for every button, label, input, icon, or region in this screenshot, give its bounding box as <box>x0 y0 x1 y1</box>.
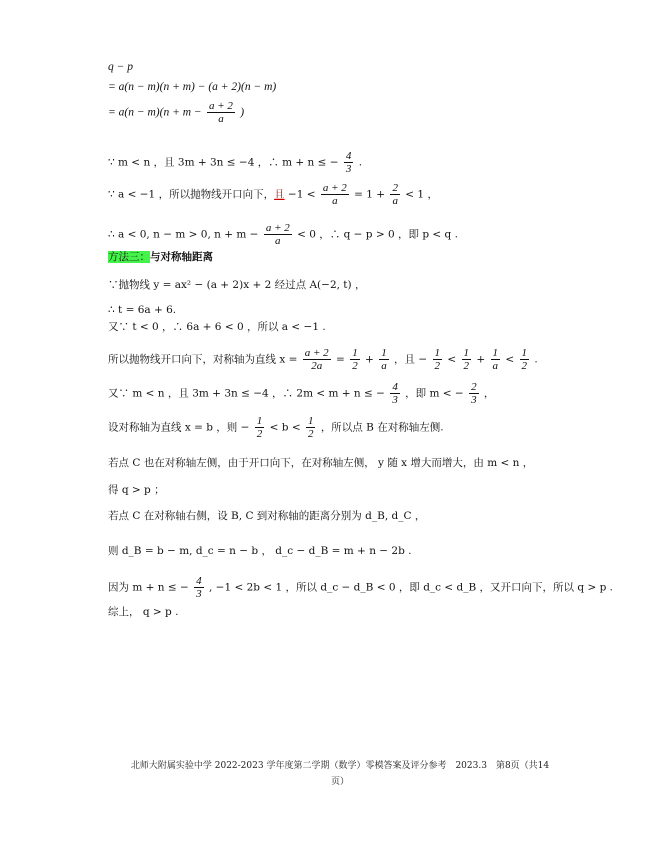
fraction <box>520 347 530 372</box>
numerator: 1 <box>492 347 499 359</box>
text-line: ∴ t = 6a + 6. <box>108 304 177 316</box>
denominator: 2 <box>434 360 441 372</box>
denominator: a <box>275 235 281 247</box>
fraction <box>344 150 354 175</box>
text-line: 则 d_B = b − m, d_c = n − b ， d_c − d_B = m + n − 2b . <box>108 545 412 557</box>
numerator: a + 2 <box>208 100 233 112</box>
text-segment: 所以抛物线开口向下，对称轴为直线 x = <box>108 353 298 366</box>
math-expr: . <box>534 353 538 366</box>
denominator: 2 <box>352 360 358 372</box>
red-underline-mark: 且 <box>274 188 285 201</box>
denominator: a <box>492 360 499 372</box>
text-line: 又∵ t < 0 ，∴ 6a + 6 < 0 ，所以 a < −1 . <box>108 321 326 333</box>
numerator: 1 <box>256 415 263 427</box>
footer-line: 北师大附属实验中学 2022-2023 学年度第二学期（数学）零模答案及评分参考 2023.3 第8页（共14 <box>130 761 550 771</box>
denominator: 2 <box>256 428 263 440</box>
section-heading <box>108 250 213 264</box>
method-highlight: 方法三： <box>108 251 150 263</box>
fraction <box>350 347 360 372</box>
math-expr: = 1 + <box>354 188 386 201</box>
numerator: 1 <box>521 347 528 359</box>
fraction <box>321 182 349 207</box>
text-segment: 设对称轴为直线 x = b ，则 − <box>108 421 250 434</box>
fraction <box>207 100 235 125</box>
text-line <box>108 150 362 175</box>
text-segment: 又∵ m < n ，且 3m + 3n ≤ −4 ，∴ 2m < m + n ≤ − <box>108 387 385 400</box>
page-footer <box>110 758 570 790</box>
math-expr: ，且 − <box>394 353 428 366</box>
method-title: 与对称轴距离 <box>150 251 213 263</box>
math-expr: −1 < <box>284 188 316 201</box>
text-segment: ，即 m < − <box>405 387 464 400</box>
math-expr: ) <box>240 106 245 119</box>
text-line <box>108 347 538 372</box>
text-line <box>108 381 494 406</box>
math-expr: < <box>505 353 515 366</box>
numerator: 1 <box>307 415 314 427</box>
numerator: 1 <box>434 347 441 359</box>
math-expr: + <box>476 353 486 366</box>
fraction <box>255 415 265 440</box>
math-expr: < b < <box>269 421 301 434</box>
fraction <box>390 182 400 207</box>
text-line: 若点 C 在对称轴右侧，设 B, C 到对称轴的距离分别为 d_B, d_C ， <box>108 510 426 522</box>
numerator: a + 2 <box>304 347 329 359</box>
text-segment: ，所以点 B 在对称轴左侧. <box>320 421 444 434</box>
fraction <box>264 222 292 247</box>
fraction <box>303 347 331 372</box>
fraction <box>462 347 472 372</box>
numerator: 1 <box>463 347 470 359</box>
math-expr: = <box>336 353 345 366</box>
numerator: 2 <box>471 381 477 393</box>
text-line: 得 q > p ； <box>108 484 165 496</box>
numerator: 4 <box>392 381 398 393</box>
text-line <box>108 182 438 207</box>
text-line <box>108 100 244 125</box>
denominator: 3 <box>196 588 202 600</box>
denominator: a <box>381 360 387 372</box>
text-line: 综上， q > p . <box>108 606 179 618</box>
math-expr: + <box>365 353 374 366</box>
denominator: 3 <box>345 163 352 175</box>
text-segment: 因为 m + n ≤ − <box>108 581 189 594</box>
denominator: a <box>332 195 338 207</box>
math-expr: < 1 ， <box>405 188 438 201</box>
numerator: 2 <box>392 182 398 194</box>
denominator: 2a <box>311 360 323 372</box>
text-line <box>108 575 613 600</box>
text-line: ∵抛物线 y = ax² − (a + 2)x + 2 经过点 A(−2, t) ， <box>108 279 366 291</box>
text-line <box>108 415 444 440</box>
denominator: a <box>392 195 398 207</box>
numerator: 4 <box>345 150 352 162</box>
fraction <box>379 347 389 372</box>
text-segment: ∵ a < −1 ，所以抛物线开口向下， <box>108 188 275 201</box>
fraction <box>491 347 501 372</box>
text-line: 若点 C 也在对称轴左侧，由于开口向下，在对称轴左侧， y 随 x 增大而增大，由 m < n ， <box>108 457 534 469</box>
math-expr: < 0 ，∴ q − p > 0 ，即 p < q . <box>297 228 458 241</box>
text-line: q − p <box>108 61 134 73</box>
denominator: a <box>218 113 224 125</box>
fraction <box>306 415 316 440</box>
denominator: 2 <box>307 428 314 440</box>
denominator: 3 <box>392 394 398 406</box>
math-expr: = a(n − m)(n + m − <box>108 106 202 119</box>
math-expr: . <box>358 156 363 169</box>
denominator: 2 <box>463 360 470 372</box>
fraction <box>194 575 204 600</box>
math-expr: ∴ a < 0, n − m > 0, n + m − <box>108 228 259 241</box>
fraction <box>469 381 479 406</box>
math-expr: ∵ m < n ，且 3m + 3n ≤ −4 ，∴ m + n ≤ − <box>108 156 339 169</box>
fraction <box>433 347 443 372</box>
numerator: 1 <box>381 347 387 359</box>
footer-line: 页） <box>330 777 349 787</box>
numerator: a + 2 <box>265 222 290 234</box>
math-expr: < <box>447 353 457 366</box>
numerator: 4 <box>196 575 202 587</box>
text-segment: ， <box>483 387 495 400</box>
text-segment: , −1 < 2b < 1 ，所以 d_c − d_B < 0 ，即 d_c < d_B ，又开口向下，所以 q > p . <box>209 581 613 594</box>
numerator: 1 <box>352 347 358 359</box>
denominator: 3 <box>471 394 477 406</box>
numerator: a + 2 <box>322 182 347 194</box>
text-line: = a(n − m)(n + m) − (a + 2)(n − m) <box>108 81 277 93</box>
fraction <box>390 381 400 406</box>
text-line <box>108 222 458 247</box>
denominator: 2 <box>521 360 528 372</box>
